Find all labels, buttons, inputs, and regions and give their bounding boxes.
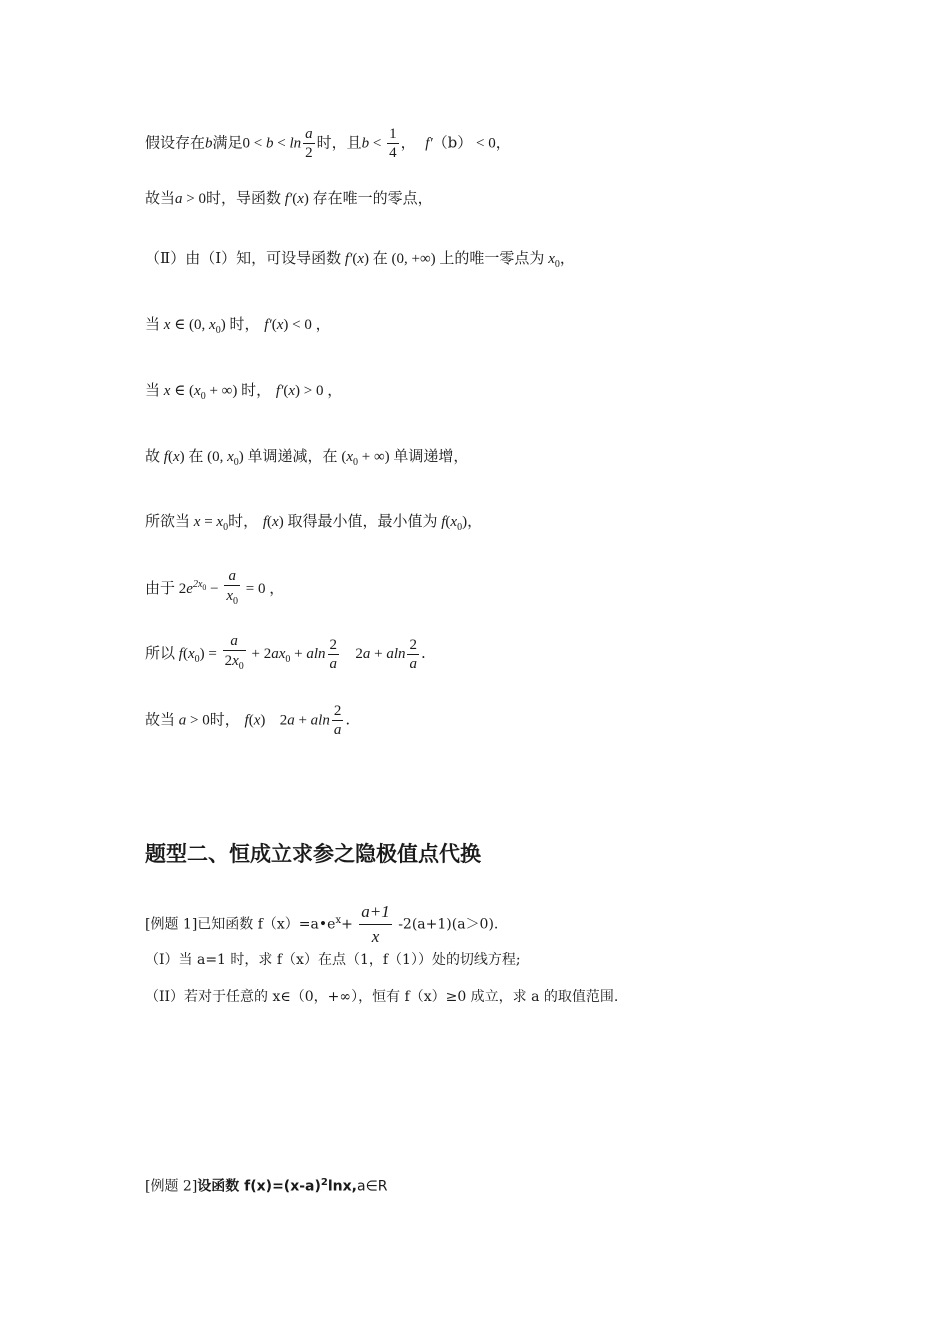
- fraction-a-over-2: $\frac{a}{2}$: [305, 126, 313, 161]
- example-1-part-2: （II）若对于任意的 x∈（0，+∞），恒有 f（x）≥0 成立，求 a 的取值范围.: [145, 989, 619, 1005]
- example-2-statement: [例题 2]设函数 $f(x)=(x-a)^2\ln x,a\in R$: [145, 1177, 388, 1195]
- example-1-statement: [例题 1]已知函数 $f(x)=a•e^x+$ $\frac{a+1}{x}$ -2(a+1)(a＞0).: [145, 900, 498, 949]
- fraction-1-over-4: $\frac{1}{4}$: [389, 126, 397, 161]
- fraction-a-over-2x0: $\frac{a}{2x_0}$: [224, 633, 244, 672]
- fraction-2-over-a-2: $\frac{2}{a}$: [409, 636, 417, 672]
- fraction-a-over-x0: $\frac{a}{x_0}$: [226, 568, 239, 607]
- fraction-a-plus-1-over-x: $\frac{a+1}{x}$: [361, 902, 390, 946]
- solution-line-2: 故当a > 0时，导函数 f′(x) 存在唯一的零点，: [145, 189, 433, 207]
- solution-line-5: 当 x ∈ ($x_0$ + ∞) 时， f′(x) > 0 ，: [145, 381, 343, 402]
- solution-line-9: 所以 $f(x_0)$ = $\frac{a}{2x_0}$ + $2ax_0 + aln$ $\frac{2}{a}$ 2a + aln $\frac{2}{a}$ .: [145, 632, 426, 676]
- section-heading: 题型二、恒成立求参之隐极值点代换: [145, 842, 481, 866]
- solution-line-8: 由于 $2e^{2x_0}$ − $\frac{a}{x_0}$ = 0 ，: [145, 567, 284, 611]
- fraction-2-over-a-3: $\frac{2}{a}$: [333, 703, 342, 738]
- solution-line-10: 故当 a > 0时， f(x) 2a + aln $\frac{2}{a}$ .: [145, 703, 351, 738]
- solution-line-1: 假设存在b满足0 < b < ln $\frac{a}{2}$ 时，且b < $\frac{1}{4}$ ， f′（b） < 0，: [145, 126, 511, 161]
- fraction-2-over-a: $\frac{2}{a}$: [329, 636, 338, 672]
- solution-line-7: 所欲当 $x = x_0$时， f(x) 取得最小值，最小值为 $f(x_0)$，: [145, 512, 483, 533]
- solution-line-6: 故 f(x) 在 (0, $x_0$) 单调递减，在 ($x_0$ + ∞) 单调递增，: [145, 447, 469, 468]
- example-1-part-1: （I）当 a=1 时，求 f（x）在点（1，f（1））处的切线方程;: [145, 952, 521, 968]
- solution-line-4: 当 x ∈ (0, $x_0$) 时， f′(x) < 0 ，: [145, 315, 331, 336]
- solution-line-3: （Ⅱ）由（Ⅰ）知，可设导函数 f′(x) 在 (0, +∞) 上的唯一零点为 $x_0$，: [145, 249, 575, 270]
